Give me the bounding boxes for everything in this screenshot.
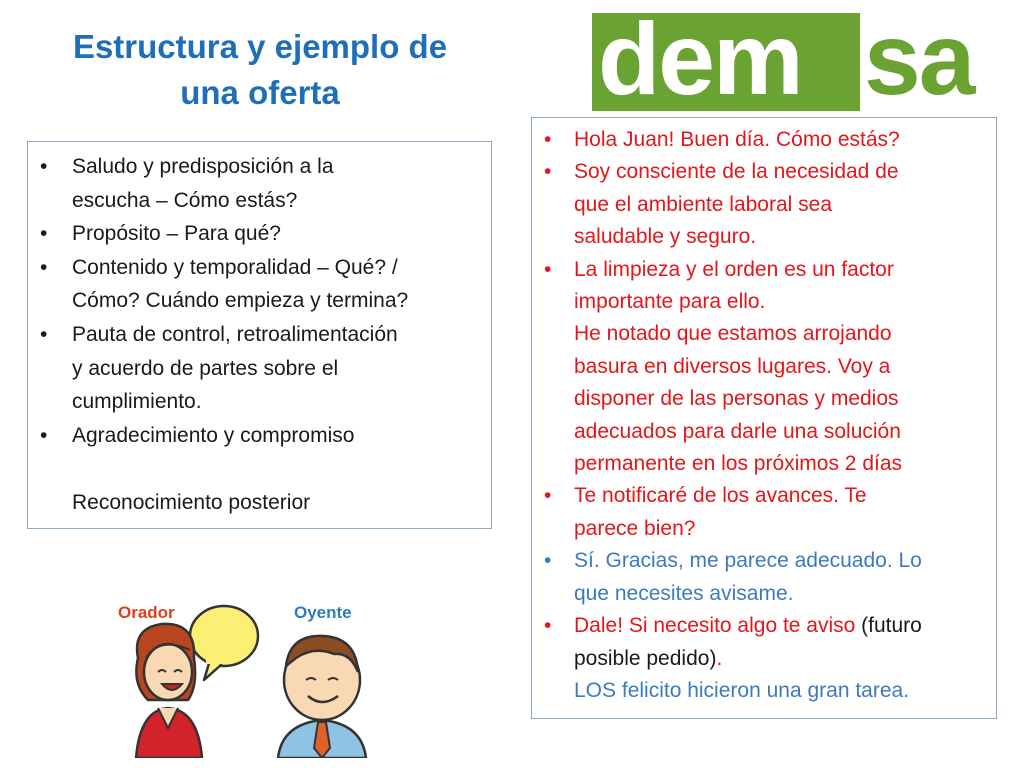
structure-box xyxy=(27,141,492,529)
list-item: • Agradecimiento y compromiso xyxy=(36,419,483,453)
bullet-icon: • xyxy=(544,257,552,281)
list-item: • Sí. Gracias, me parece adecuado. Lo que necesites avisame. xyxy=(540,545,988,610)
list-item: • Contenido y temporalidad – Qué? / Cómo? Cuándo empieza y termina? xyxy=(36,251,483,318)
title-line-2: una oferta xyxy=(180,74,340,111)
list-item: • Te notificaré de los avances. Te parece bien? xyxy=(540,480,988,545)
speaker-figure xyxy=(136,624,202,758)
example-box xyxy=(531,117,997,719)
final-message: LOS felicito hicieron una gran tarea. xyxy=(574,678,910,702)
trailing-item: Reconocimiento posterior xyxy=(72,490,311,514)
example-list xyxy=(540,124,988,675)
list-item: • Pauta de control, retroalimentación y acuerdo de partes sobre el cumplimiento. xyxy=(36,318,483,419)
bullet-icon: • xyxy=(544,549,552,573)
bullet-icon: • xyxy=(544,160,552,184)
listener-label: Oyente xyxy=(294,603,352,622)
listener-figure xyxy=(278,636,366,758)
bullet-icon: • xyxy=(40,322,48,346)
logo-part-sa: sa xyxy=(864,2,974,116)
demsa-logo xyxy=(592,2,992,116)
list-item: • La limpieza y el orden es un factor importante para ello. He notado que estamos arrojando basura en diversos lugares. Voy a disponer de las personas y medios adecuados para darle una solución permanente en los próximos 2 días xyxy=(540,254,988,481)
bullet-icon: • xyxy=(40,222,48,246)
bullet-icon: • xyxy=(40,255,48,279)
bullet-icon: • xyxy=(40,423,48,447)
blank-line xyxy=(36,452,483,486)
bullet-icon: • xyxy=(544,484,552,508)
bullet-icon: • xyxy=(544,128,552,151)
list-item: • Saludo y predisposición a la escucha – Cómo estás? xyxy=(36,150,483,217)
bullet-icon: • xyxy=(40,155,48,178)
list-item: • Dale! Si necesito algo te aviso (futuro posible pedido). xyxy=(540,610,988,675)
speech-bubble-icon xyxy=(190,606,258,680)
page-title xyxy=(40,24,480,116)
list-item: • Hola Juan! Buen día. Cómo estás? xyxy=(540,124,988,156)
list-item: • Soy consciente de la necesidad de que el ambiente laboral sea saludable y seguro. xyxy=(540,156,988,253)
list-item: • Propósito – Para qué? xyxy=(36,217,483,251)
structure-list xyxy=(36,150,483,452)
logo-part-dem: dem xyxy=(598,2,802,116)
bullet-icon: • xyxy=(544,614,552,638)
title-line-1: Estructura y ejemplo de xyxy=(72,28,448,65)
speaker-label: Orador xyxy=(118,603,175,622)
